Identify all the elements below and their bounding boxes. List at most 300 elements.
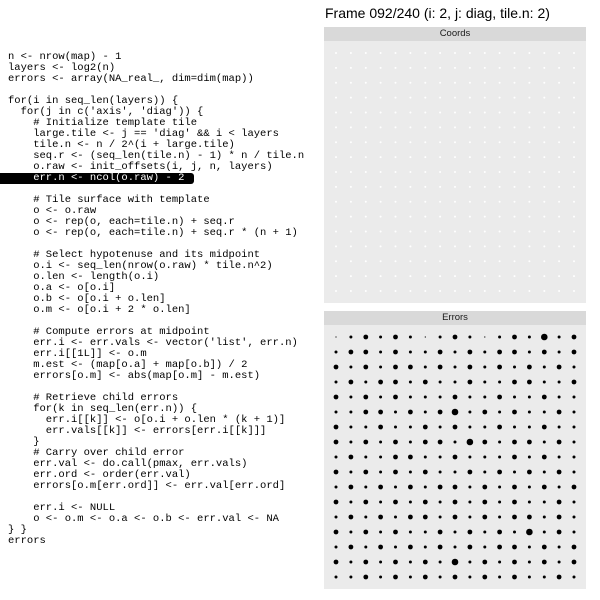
coord-point: [439, 231, 441, 233]
coord-point: [365, 156, 367, 158]
code-line: errors: [8, 535, 46, 547]
coord-point: [439, 290, 441, 292]
error-point: [379, 471, 382, 474]
error-point: [364, 546, 367, 549]
error-point: [543, 531, 546, 534]
coord-point: [350, 216, 352, 218]
error-point: [512, 485, 517, 490]
coord-point: [558, 260, 560, 262]
error-point: [349, 471, 352, 474]
error-point: [542, 485, 547, 490]
coord-point: [380, 156, 382, 158]
error-point: [558, 456, 561, 459]
coord-point: [514, 112, 516, 114]
coord-point: [573, 201, 575, 203]
code-line: err.ord <- order(err.val): [8, 469, 191, 481]
error-point: [394, 486, 397, 489]
error-point: [424, 456, 427, 459]
error-point: [497, 395, 502, 400]
error-point: [512, 455, 517, 460]
error-point: [439, 396, 442, 399]
coord-point: [365, 141, 367, 143]
coord-point: [380, 186, 382, 188]
error-point: [439, 516, 442, 519]
coord-point: [395, 82, 397, 84]
coord-point: [380, 201, 382, 203]
coord-point: [514, 231, 516, 233]
error-point: [379, 561, 382, 564]
coord-point: [439, 245, 441, 247]
error-point: [573, 366, 576, 369]
error-point: [573, 501, 576, 504]
error-point: [572, 560, 577, 565]
coord-point: [543, 245, 545, 247]
coord-point: [543, 290, 545, 292]
coord-point: [335, 260, 337, 262]
coord-point: [469, 186, 471, 188]
coord-point: [380, 231, 382, 233]
coord-point: [573, 126, 575, 128]
coord-point: [409, 112, 411, 114]
coord-point: [573, 260, 575, 262]
coord-point: [558, 67, 560, 69]
coords-panel: [324, 27, 586, 303]
error-point: [423, 425, 428, 430]
error-point: [423, 560, 428, 565]
coord-point: [558, 186, 560, 188]
error-point: [439, 576, 442, 579]
coord-point: [350, 141, 352, 143]
coord-point: [499, 231, 501, 233]
error-point: [349, 531, 352, 534]
error-point: [454, 471, 457, 474]
error-point: [364, 381, 367, 384]
coord-point: [454, 171, 456, 173]
errors-panel: [324, 311, 586, 589]
coord-point: [365, 126, 367, 128]
error-point: [573, 411, 576, 414]
code-line: err.vals[[k]] <- errors[err.i[[k]]]: [8, 425, 267, 437]
coord-point: [439, 52, 441, 54]
coord-point: [335, 52, 337, 54]
error-point: [394, 426, 397, 429]
coord-point: [499, 156, 501, 158]
error-point: [408, 485, 413, 490]
coord-point: [365, 245, 367, 247]
error-point: [363, 440, 368, 445]
error-point: [438, 530, 443, 535]
coord-point: [365, 52, 367, 54]
coord-point: [335, 67, 337, 69]
coord-point: [514, 171, 516, 173]
error-point: [454, 351, 457, 354]
coord-point: [439, 156, 441, 158]
coord-point: [573, 290, 575, 292]
coord-point: [409, 216, 411, 218]
error-point: [334, 425, 339, 430]
coord-point: [439, 186, 441, 188]
coord-point: [409, 201, 411, 203]
coord-point: [514, 82, 516, 84]
error-point: [528, 576, 531, 579]
coord-point: [499, 52, 501, 54]
coord-point: [335, 126, 337, 128]
coord-point: [350, 67, 352, 69]
coord-point: [409, 186, 411, 188]
error-point: [557, 440, 562, 445]
error-point: [453, 455, 458, 460]
error-point: [349, 485, 354, 490]
coord-point: [573, 186, 575, 188]
code-line: # Carry over child error: [8, 447, 185, 459]
errors-panel-header: Errors: [324, 311, 586, 325]
coord-point: [558, 97, 560, 99]
error-point: [379, 501, 382, 504]
coord-point: [528, 156, 530, 158]
error-point: [558, 381, 561, 384]
error-point: [453, 425, 458, 430]
error-point: [364, 426, 367, 429]
error-point: [409, 531, 412, 534]
error-point: [558, 546, 561, 549]
error-point: [558, 396, 561, 399]
coord-point: [514, 97, 516, 99]
coord-point: [454, 156, 456, 158]
coord-point: [409, 97, 411, 99]
error-point: [379, 456, 382, 459]
code-line: large.tile <- j == 'diag' && i < layers: [8, 128, 279, 140]
error-point: [453, 335, 458, 340]
coord-point: [424, 186, 426, 188]
coord-point: [499, 201, 501, 203]
error-point: [364, 456, 367, 459]
coord-point: [439, 126, 441, 128]
coord-point: [573, 97, 575, 99]
error-point: [334, 500, 339, 505]
coord-point: [395, 231, 397, 233]
error-point: [558, 426, 561, 429]
error-point: [528, 351, 531, 354]
error-point: [393, 575, 398, 580]
error-point: [573, 516, 576, 519]
coord-point: [528, 171, 530, 173]
error-point: [334, 530, 339, 535]
error-point: [379, 351, 382, 354]
error-point: [528, 501, 531, 504]
code-line: o <- rep(o, each=tile.n) + seq.r: [8, 216, 235, 228]
error-point: [497, 350, 502, 355]
error-point: [363, 395, 368, 400]
code-line: err.i[[1L]] <- o.m: [8, 348, 147, 360]
error-point: [527, 365, 532, 370]
coord-point: [514, 186, 516, 188]
coord-point: [439, 112, 441, 114]
error-point: [557, 365, 562, 370]
coord-point: [573, 52, 575, 54]
error-point: [349, 515, 354, 520]
code-line: # Retrieve child errors: [8, 392, 179, 404]
coord-point: [395, 97, 397, 99]
error-point: [424, 531, 427, 534]
coord-point: [409, 67, 411, 69]
coord-point: [484, 275, 486, 277]
coord-point: [409, 231, 411, 233]
coord-point: [558, 112, 560, 114]
error-point: [557, 470, 562, 475]
coord-point: [484, 52, 486, 54]
coord-point: [514, 245, 516, 247]
error-point: [349, 441, 352, 444]
coord-point: [528, 231, 530, 233]
coord-point: [380, 141, 382, 143]
code-line: err.i[[k]] <- o[o.i + o.len * (k + 1)]: [8, 414, 286, 426]
error-point: [363, 410, 368, 415]
error-point: [483, 531, 486, 534]
error-point: [423, 440, 428, 445]
error-point: [408, 365, 413, 370]
coord-point: [528, 290, 530, 292]
code-line: o.a <- o[o.i]: [8, 282, 116, 294]
coord-point: [335, 171, 337, 173]
coord-point: [365, 97, 367, 99]
error-point: [423, 500, 428, 505]
coord-point: [424, 231, 426, 233]
coord-point: [499, 216, 501, 218]
code-line: }: [8, 436, 40, 448]
error-point: [543, 576, 546, 579]
error-point: [573, 396, 576, 399]
error-point: [349, 380, 354, 385]
error-point: [573, 471, 576, 474]
coord-point: [469, 201, 471, 203]
coord-point: [380, 67, 382, 69]
code-line: err.i <- NULL: [8, 502, 116, 514]
error-point: [393, 455, 398, 460]
error-point: [467, 439, 474, 446]
coord-point: [409, 275, 411, 277]
coord-point: [543, 141, 545, 143]
coord-point: [528, 126, 530, 128]
code-line: o.len <- length(o.i): [8, 271, 160, 283]
error-point: [452, 409, 459, 416]
error-point: [527, 515, 532, 520]
coord-point: [454, 67, 456, 69]
error-point: [527, 470, 532, 475]
coord-point: [454, 82, 456, 84]
coord-point: [469, 97, 471, 99]
coord-point: [454, 126, 456, 128]
coord-point: [499, 82, 501, 84]
coord-point: [424, 171, 426, 173]
coord-point: [365, 290, 367, 292]
error-point: [408, 545, 413, 550]
error-point: [409, 561, 412, 564]
coord-point: [439, 67, 441, 69]
code-line: seq.r <- (seq_len(tile.n) - 1) * n / tile.n: [8, 150, 305, 162]
error-point: [439, 561, 442, 564]
error-point: [543, 381, 546, 384]
error-point: [557, 410, 562, 415]
coord-point: [469, 112, 471, 114]
coord-point: [543, 126, 545, 128]
error-point: [572, 335, 577, 340]
error-point: [497, 530, 502, 535]
error-point: [573, 441, 576, 444]
error-point: [528, 411, 531, 414]
coord-point: [499, 67, 501, 69]
error-point: [543, 471, 546, 474]
error-point: [483, 456, 486, 459]
coord-point: [514, 156, 516, 158]
coord-point: [350, 82, 352, 84]
coord-point: [350, 260, 352, 262]
coord-point: [543, 260, 545, 262]
coord-point: [528, 112, 530, 114]
coord-point: [484, 126, 486, 128]
coord-point: [409, 156, 411, 158]
code-line: # Compute errors at midpoint: [8, 326, 210, 338]
coord-point: [439, 216, 441, 218]
error-point: [482, 440, 487, 445]
error-point: [528, 336, 531, 339]
error-point: [468, 336, 471, 339]
coord-point: [514, 126, 516, 128]
error-point: [335, 456, 338, 459]
coords-grid: [324, 41, 586, 303]
error-point: [438, 545, 443, 550]
error-point: [364, 516, 367, 519]
error-point: [542, 395, 547, 400]
error-point: [557, 500, 562, 505]
coord-point: [543, 82, 545, 84]
coord-point: [484, 216, 486, 218]
coord-point: [380, 52, 382, 54]
coord-point: [469, 245, 471, 247]
error-point: [513, 531, 516, 534]
coord-point: [469, 141, 471, 143]
coord-point: [469, 67, 471, 69]
code-line: err.val <- do.call(pmax, err.vals): [8, 458, 248, 470]
coord-point: [365, 112, 367, 114]
coord-point: [335, 156, 337, 158]
coord-point: [350, 290, 352, 292]
error-point: [393, 500, 398, 505]
coord-point: [350, 156, 352, 158]
error-point: [558, 351, 561, 354]
coord-point: [484, 141, 486, 143]
coord-point: [558, 201, 560, 203]
coord-point: [439, 260, 441, 262]
error-point: [558, 486, 561, 489]
coord-point: [543, 216, 545, 218]
coord-point: [499, 186, 501, 188]
error-point: [349, 545, 354, 550]
coord-point: [439, 275, 441, 277]
error-point: [497, 425, 502, 430]
coord-point: [365, 275, 367, 277]
error-point: [468, 545, 473, 550]
error-point: [439, 381, 442, 384]
error-point: [572, 380, 577, 385]
error-point: [394, 411, 397, 414]
error-point: [378, 380, 383, 385]
error-point: [468, 576, 471, 579]
coord-point: [424, 156, 426, 158]
coord-point: [365, 201, 367, 203]
error-point: [513, 366, 516, 369]
coord-point: [484, 171, 486, 173]
coord-point: [380, 275, 382, 277]
error-point: [452, 559, 459, 566]
error-point: [439, 426, 442, 429]
coord-point: [439, 141, 441, 143]
coord-point: [514, 201, 516, 203]
error-point: [483, 351, 486, 354]
coord-point: [424, 216, 426, 218]
coord-point: [469, 171, 471, 173]
coord-point: [499, 126, 501, 128]
coord-point: [335, 112, 337, 114]
error-point: [393, 470, 398, 475]
coord-point: [558, 141, 560, 143]
code-line: for(k in seq_len(err.n)) {: [8, 403, 198, 415]
coord-point: [528, 52, 530, 54]
coord-point: [424, 201, 426, 203]
coords-panel-header: Coords: [324, 27, 586, 41]
error-point: [468, 365, 473, 370]
coord-point: [573, 216, 575, 218]
coord-point: [484, 156, 486, 158]
error-point: [483, 426, 486, 429]
coord-point: [543, 186, 545, 188]
error-point: [438, 410, 443, 415]
coord-point: [439, 97, 441, 99]
error-point: [378, 515, 383, 520]
error-point: [497, 365, 502, 370]
error-point: [498, 381, 501, 384]
error-point: [512, 380, 517, 385]
error-point: [409, 336, 412, 339]
coord-point: [409, 141, 411, 143]
error-point: [349, 336, 352, 339]
code-line-current: err.n <- ncol(o.raw) - 2: [0, 173, 194, 184]
error-point: [409, 381, 412, 384]
coord-point: [335, 216, 337, 218]
error-point: [497, 470, 502, 475]
coord-point: [558, 231, 560, 233]
error-point: [423, 470, 428, 475]
error-point: [349, 411, 352, 414]
error-point: [424, 351, 427, 354]
coord-point: [484, 201, 486, 203]
error-point: [498, 411, 501, 414]
coord-point: [543, 52, 545, 54]
error-point: [363, 365, 368, 370]
coord-point: [380, 245, 382, 247]
error-point: [573, 456, 576, 459]
coord-point: [395, 52, 397, 54]
error-point: [379, 336, 382, 339]
coord-point: [558, 156, 560, 158]
coord-point: [439, 82, 441, 84]
error-point: [528, 486, 531, 489]
error-point: [439, 471, 442, 474]
error-point: [528, 546, 531, 549]
error-point: [424, 411, 427, 414]
coord-point: [499, 97, 501, 99]
coord-point: [499, 171, 501, 173]
error-point: [335, 411, 338, 414]
